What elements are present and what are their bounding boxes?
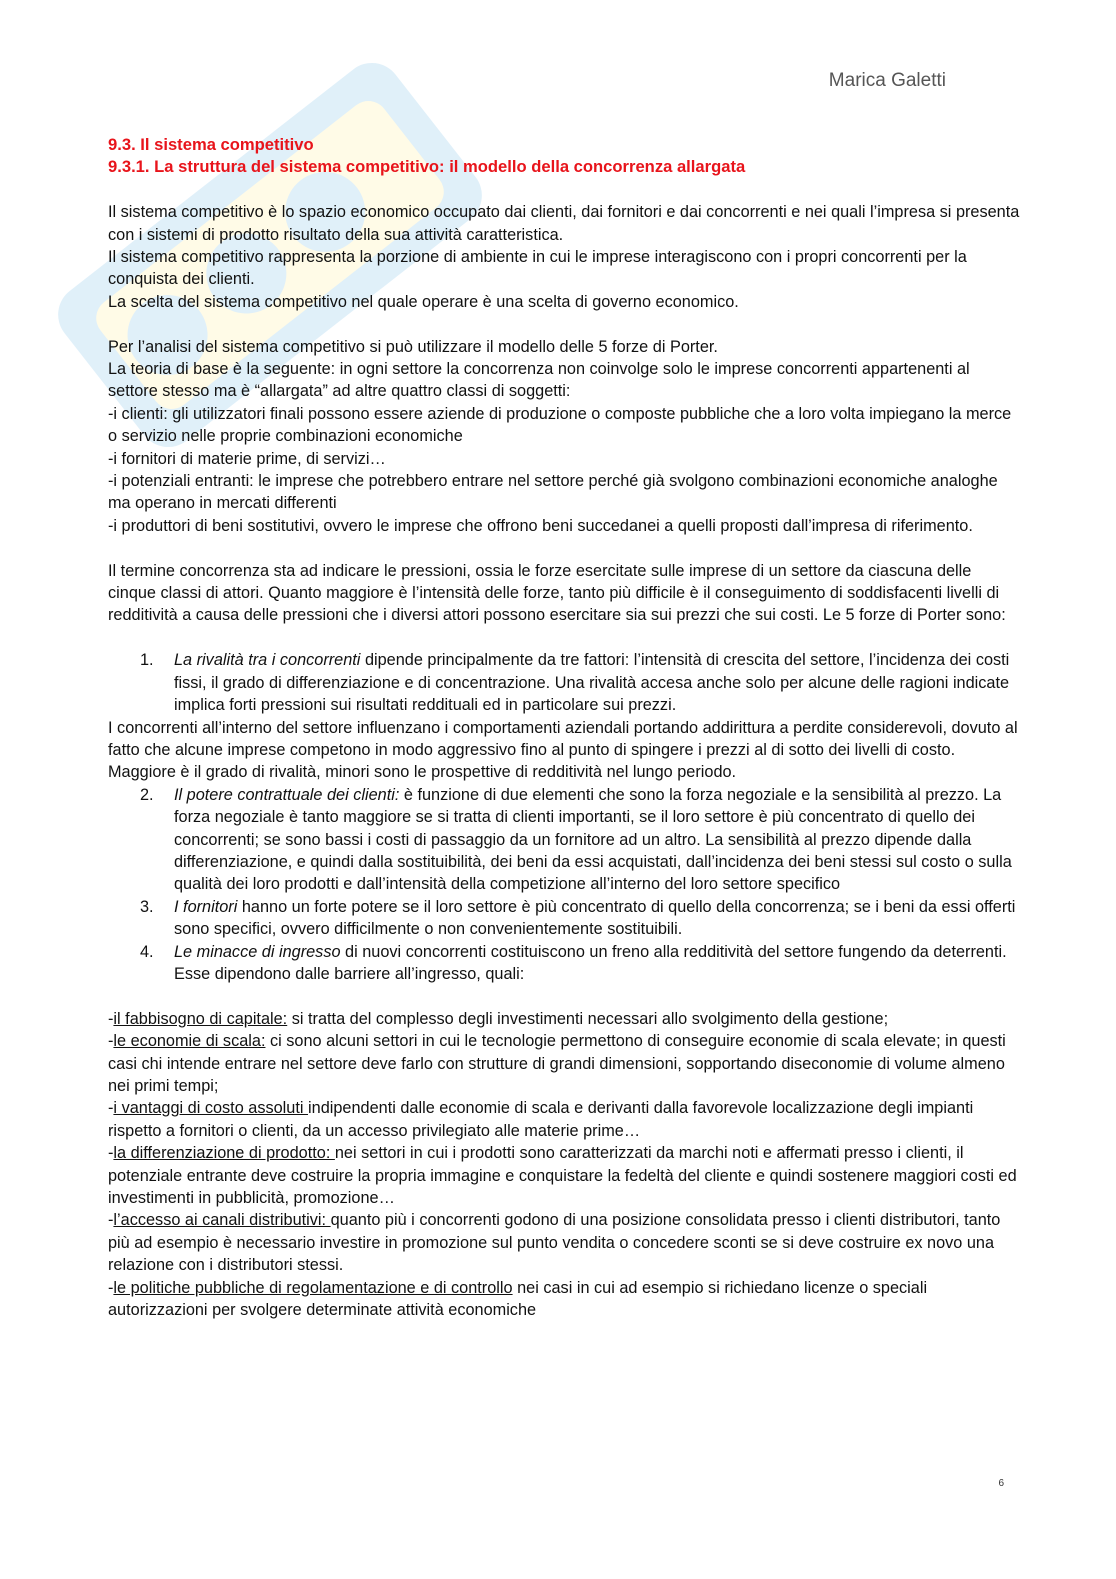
force-text: hanno un forte potere se il loro settore è più concentrato di quello della concorrenza; se i beni da essi offerti sono specifici, ovvero difficilmente o non convenientemente sostituibili. (174, 897, 1016, 939)
paragraph: Il sistema competitivo è lo spazio economico occupato dai clienti, dai fornitori e dai concorrenti e nei quali l’impresa si presenta con i sistemi di prodotto risultato della sua attività caratteristica. (108, 203, 1020, 244)
paragraph: Il termine concorrenza sta ad indicare le pressioni, ossia le forze esercitate sulle imprese di un settore da ciascuna delle cinque classi di attori. Quanto maggiore è l’intensità delle forze, tanto più difficile è il conseguimento di soddisfacenti livelli di redditività a causa delle pressioni che i diversi attori possono esercitare sia sui prezzi che sui costi. Le 5 forze di Porter sono: (108, 561, 1006, 625)
list-number: 4. (140, 942, 154, 961)
section-subtitle: 9.3.1. La struttura del sistema competitivo: il modello della concorrenza allargata (108, 157, 746, 177)
barrier-text: quanto più i concorrenti godono di una posizione consolidata presso i clienti distributori, tanto più ad esempio è necessario investire in promozione sul punto vendita o concedere sconti se si deve costruire ex novo una relazione con i distributori stessi. (108, 1211, 1001, 1275)
page-number: 6 (998, 1478, 1004, 1489)
paragraph: -i fornitori di materie prime, di servizi… (108, 449, 386, 468)
paragraph: -i clienti: gli utilizzatori finali possono essere aziende di produzione o composte pubbliche che a loro volta impiegano la merce o servizio nelle proprie combinazioni economiche (108, 404, 1012, 446)
list-number: 1. (140, 651, 154, 670)
barrier-text: nei casi in cui ad esempio si richiedano licenze o speciali autorizzazioni per svolgere determinate attività economiche (108, 1278, 928, 1320)
barrier-item: -la differenziazione di prodotto: nei settori in cui i prodotti sono caratterizzati da marchi noti e affermati presso i clienti, il potenziale entrante deve costruire la propria immagine e conquistare la fedeltà del cliente e quindi sostenere maggiori costi ed investimenti in pubblicità, promozione… (108, 1144, 1017, 1208)
list-item (108, 941, 1020, 986)
barrier-text: nei settori in cui i prodotti sono caratterizzati da marchi noti e affermati presso i clienti, il potenziale entrante deve costruire la propria immagine e conquistare la fedeltà del cliente e quindi sostenere maggiori costi ed investimenti in pubblicità, promozione… (108, 1144, 1017, 1208)
barrier-item: -le politiche pubbliche di regolamentazione e di controllo nei casi in cui ad esempio si richiedano licenze o speciali autorizzazioni per svolgere determinate attività economiche (108, 1278, 928, 1320)
paragraph: La scelta del sistema competitivo nel quale operare è una scelta di governo economico. (108, 292, 739, 311)
porter-forces-list (108, 649, 1020, 716)
force-text: dipende principalmente da tre fattori: l’intensità di crescita del settore, l’incidenza dei costi fissi, il grado di differenziazione e di concentrazione. Una rivalità accesa anche solo per alcune delle ragioni indicate implica forti pressioni sui risultati reddituali ed in particolare sui prezzi. (174, 651, 1010, 715)
section-title: 9.3. Il sistema competitivo (108, 135, 314, 154)
barrier-item: -le economie di scala: ci sono alcuni settori in cui le tecnologie permettono di conseguire economie di scala elevate; in questi casi chi intende entrare nel settore deve farlo con strutture di grandi dimensioni, sopportando diseconomie di volume almeno nei primi tempi; (108, 1032, 1006, 1095)
barrier-term: l’accesso ai canali distributivi: (113, 1211, 331, 1230)
force-title: La rivalità tra i concorrenti (174, 651, 361, 670)
force-title: Le minacce di ingresso (174, 942, 341, 961)
barrier-term: i vantaggi di costo assoluti (113, 1099, 309, 1118)
paragraph: La teoria di base è la seguente: in ogni settore la concorrenza non coinvolge solo le imprese concorrenti appartenenti al settore stesso ma è “allargata” ad altre quattro classi di soggetti: (108, 360, 970, 401)
paragraph: Il sistema competitivo rappresenta la porzione di ambiente in cui le imprese interagiscono con i propri concorrenti per la conquista dei clienti. (108, 248, 967, 289)
paragraph: -i potenziali entranti: le imprese che potrebbero entrare nel settore perché già svolgono combinazioni economiche analoghe ma operano in mercati differenti (108, 472, 998, 513)
barrier-item: -il fabbisogno di capitale: si tratta del complesso degli investimenti necessari allo svolgimento della gestione; (108, 1009, 889, 1028)
list-item (108, 649, 1020, 716)
document-body (108, 134, 1020, 1321)
barrier-term: la differenziazione di prodotto: (113, 1144, 335, 1163)
porter-forces-list (108, 784, 1020, 986)
author-name: Marica Galetti (828, 70, 946, 91)
paragraph: -i produttori di beni sostitutivi, ovvero le imprese che offrono beni succedanei a quelli proposti dall’impresa di riferimento. (108, 516, 973, 535)
barrier-text: ci sono alcuni settori in cui le tecnologie permettono di conseguire economie di scala elevate; in questi casi chi intende entrare nel settore deve farlo con strutture di grandi dimensioni, sopportando diseconomie di volume almeno nei primi tempi; (108, 1032, 1006, 1095)
force-text: di nuovi concorrenti costituiscono un freno alla redditività del settore fungendo da deterrenti. Esse dipendono dalle barriere all’ingresso, quali: (174, 942, 1007, 983)
force-title: I fornitori (174, 897, 238, 916)
force-text: è funzione di due elementi che sono la forza negoziale e la sensibilità al prezzo. La forza negoziale è tanto maggiore se si tratta di clienti importanti, se il loro settore è più concentrato di quello dei concorrenti; se sono bassi i costi di passaggio da un fornitore ad un altro. La sensibilità al prezzo dipende dalla differenziazione, e quindi dalla sostituibilità, dei beni da essi acquistati, dall’incidenza dei beni stessi sul costo o sulla qualità dei loro prodotti e dall’intensità della competizione all’interno del loro settore specifico (174, 785, 1012, 894)
list-item (108, 784, 1020, 896)
barrier-item: -l’accesso ai canali distributivi: quanto più i concorrenti godono di una posizione consolidata presso i clienti distributori, tanto più ad esempio è necessario investire in promozione sul punto vendita o concedere sconti se si deve costruire ex novo una relazione con i distributori stessi. (108, 1211, 1001, 1275)
barrier-text: si tratta del complesso degli investimenti necessari allo svolgimento della gestione; (287, 1009, 889, 1028)
paragraph: Per l’analisi del sistema competitivo si può utilizzare il modello delle 5 forze di Porter. (108, 337, 718, 356)
list-item (108, 896, 1020, 941)
list-number: 3. (140, 897, 154, 916)
barrier-term: le economie di scala: (113, 1032, 266, 1051)
barrier-text: indipendenti dalle economie di scala e derivanti dalla favorevole localizzazione degli impianti rispetto a fornitori o clienti, da un accesso privilegiato alle materie prime… (108, 1099, 974, 1140)
barrier-item: -i vantaggi di costo assoluti indipendenti dalle economie di scala e derivanti dalla favorevole localizzazione degli impianti rispetto a fornitori o clienti, da un accesso privilegiato alle materie prime… (108, 1099, 974, 1140)
force-title: Il potere contrattuale dei clienti: (174, 785, 400, 804)
barrier-term: le politiche pubbliche di regolamentazione e di controllo (113, 1278, 513, 1297)
paragraph: I concorrenti all’interno del settore influenzano i comportamenti aziendali portando addirittura a perdite considerevoli, dovuto al fatto che alcune imprese competono in modo aggressivo fino al punto di spingere i prezzi al di sotto dei livelli di costo. Maggiore è il grado di rivalità, minori sono le prospettive di redditività nel lungo periodo. (108, 718, 1018, 782)
barrier-term: il fabbisogno di capitale: (113, 1009, 288, 1028)
list-number: 2. (140, 785, 154, 804)
